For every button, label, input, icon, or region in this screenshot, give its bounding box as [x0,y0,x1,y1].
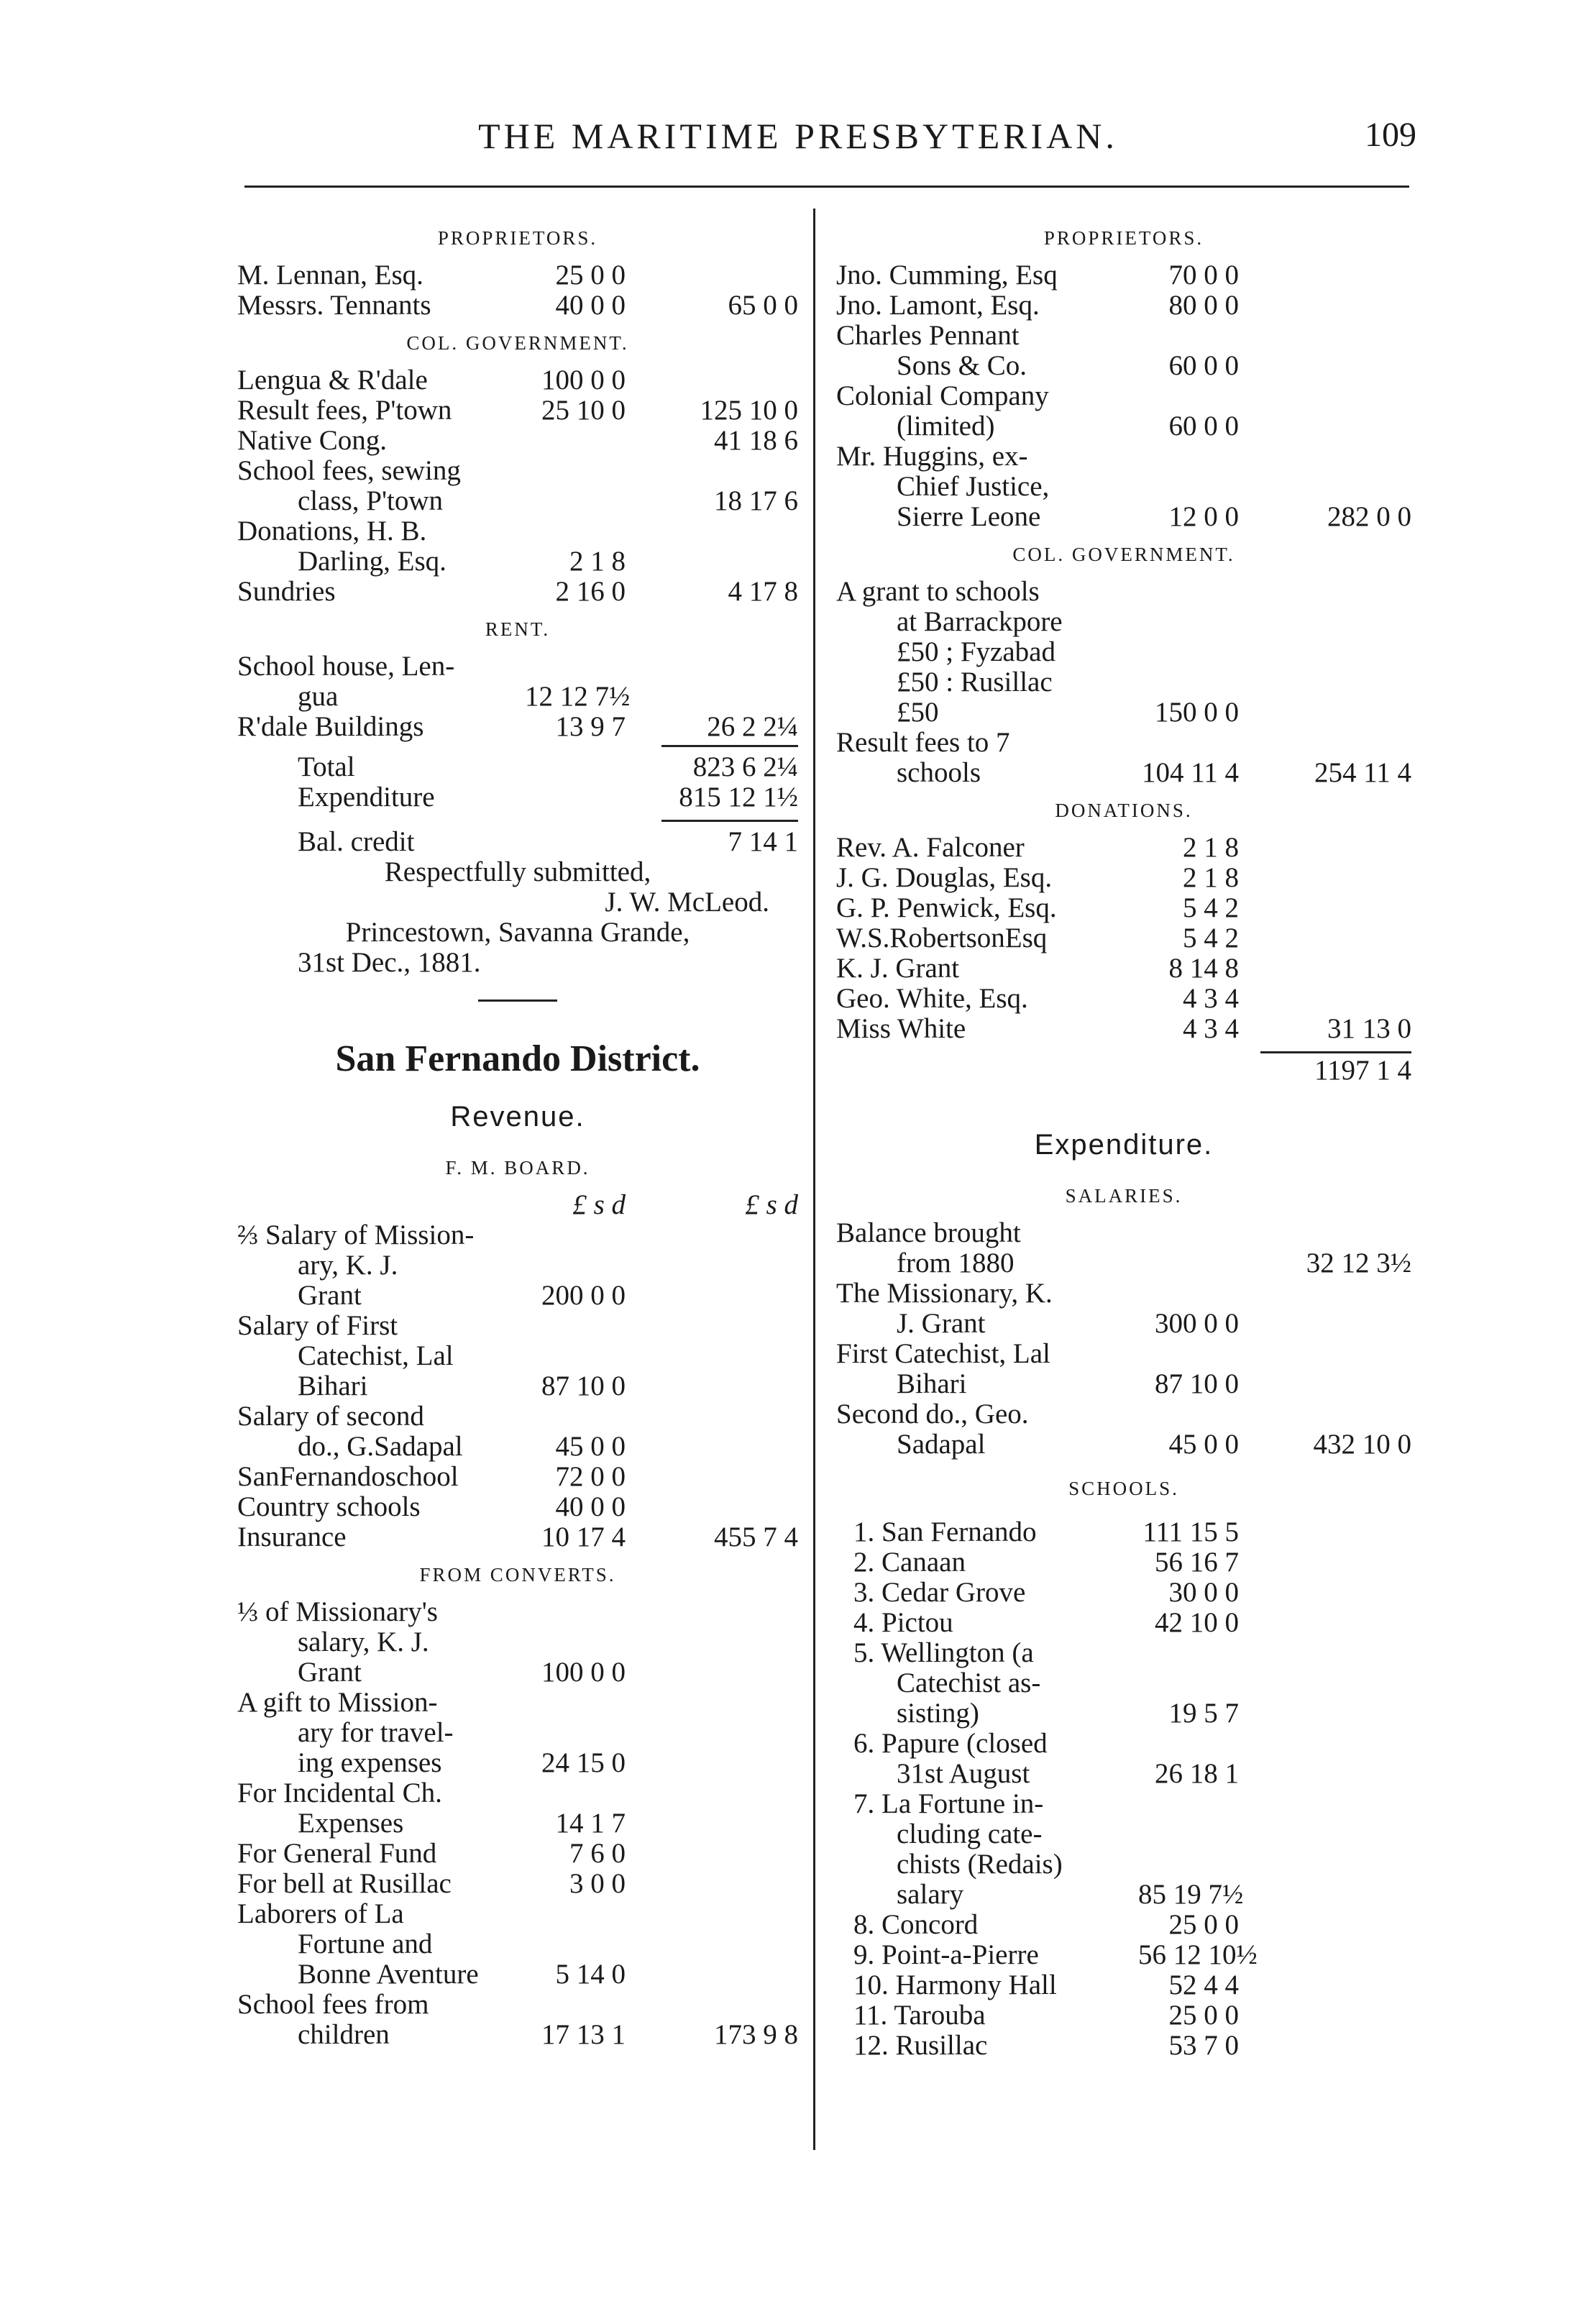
row-label: Charles Pennant [836,320,1020,351]
row-subtotal: 26 2 2¼ [707,711,798,742]
row-amount: 5 4 2 [1183,892,1239,923]
ledger-row [836,923,1411,953]
row-label: salary, K. J. [298,1627,429,1657]
left-rent [237,651,798,742]
section-heading: FROM CONVERTS. [419,1564,616,1586]
row-label: For General Fund [237,1838,437,1869]
row-label: Jno. Cumming, Esq [836,260,1058,290]
row-label: 2. Canaan [853,1547,966,1578]
row-label: salary [897,1879,964,1910]
row-label: A grant to schools [836,576,1040,607]
row-amount: 42 10 0 [1155,1607,1239,1638]
ledger-row [237,782,798,813]
row-label: Messrs. Tennants [237,290,431,321]
row-amount: 300 0 0 [1155,1308,1239,1339]
row-label: Result fees, P'town [237,395,452,426]
row-label: First Catechist, Lal [836,1338,1050,1369]
right-donations [836,833,1411,1044]
row-label: School fees, sewing [237,455,461,486]
row-amount: 56 12 10½ [1138,1939,1258,1970]
row-label: Country schools [237,1491,421,1522]
row-label: Jno. Lamont, Esq. [836,290,1040,321]
row-subtotal: 4 17 8 [728,576,798,607]
row-label: The Missionary, K. [836,1278,1053,1309]
row-label: Insurance [237,1522,347,1552]
row-amount: 87 10 0 [541,1371,626,1401]
row-label: Catechist, Lal [298,1340,454,1371]
grand-total: 1197 1 4 [1314,1055,1411,1086]
ledger-row [836,893,1411,923]
row-label: Sons & Co. [897,350,1027,381]
row-amount: 56 16 7 [1155,1547,1239,1578]
ledger-row [237,365,798,395]
row-label: For Incidental Ch. [237,1778,442,1808]
row-amount: 24 15 0 [541,1747,626,1778]
ledger-row [836,1309,1411,1339]
ledger-row [237,290,798,321]
row-amount: 104 11 4 [1141,757,1239,788]
ledger-row [237,2020,798,2050]
section-heading: DONATIONS. [1055,800,1193,821]
row-label: Catechist as- [897,1667,1041,1698]
row-label: ⅓ of Missionary's [237,1596,438,1627]
row-label: Sadapal [897,1429,986,1460]
row-label: (limited) [897,411,995,442]
row-label: 11. Tarouba [853,2000,986,2031]
row-amount: 5 4 2 [1183,923,1239,953]
row-subtotal: 282 0 0 [1327,501,1411,532]
column-divider [813,209,815,2150]
ledger-row [836,1940,1411,1970]
currency-header [237,1190,798,1220]
ledger-row [836,1399,1411,1429]
balance-label: Bal. credit [298,826,415,857]
row-label: Donations, H. B. [237,516,427,546]
row-label: Balance brought [836,1217,1021,1248]
row-amount: 85 19 7½ [1138,1879,1244,1910]
row-subtotal: 432 10 0 [1313,1429,1411,1460]
ledger-row [836,697,1411,728]
row-label: For bell at Rusillac [237,1868,452,1899]
row-amount: 4 3 4 [1183,983,1239,1014]
ledger-row [237,1341,798,1371]
ledger-row [237,260,798,290]
ledger-row [836,472,1411,502]
ledger-row [237,1401,798,1432]
row-label: R'dale Buildings [237,711,424,742]
row-subtotal: 823 6 2¼ [692,751,798,782]
row-label: Lengua & R'dale [237,365,428,395]
ledger-row [836,953,1411,984]
ledger-row [836,290,1411,321]
ledger-row [237,1492,798,1522]
row-label: Total [298,751,355,782]
row-label: Miss White [836,1013,966,1044]
signature-line: Respectfully submitted, [384,856,651,887]
ledger-row [237,1522,798,1552]
row-amount: 2 1 8 [1183,832,1239,863]
row-amount: 100 0 0 [541,365,626,395]
ledger-row [237,1432,798,1462]
ledger-row [836,1819,1411,1849]
right-column [836,216,1411,2061]
right-proprietors [836,260,1411,532]
section-heading: RENT. [485,618,551,640]
row-amount: 12 12 7½ [525,681,631,712]
row-label: Bihari [897,1368,967,1399]
balance-row [237,827,798,857]
right-schools [836,1517,1411,2061]
row-amount: 60 0 0 [1168,411,1239,442]
row-amount: 8 14 8 [1168,953,1239,984]
row-label: Result fees to 7 [836,727,1010,758]
row-label: 9. Point-a-Pierre [853,1939,1039,1970]
row-amount: 13 9 7 [555,711,626,742]
row-label: do., G.Sadapal [298,1431,463,1462]
section-heading: COL. GOVERNMENT. [1012,544,1235,565]
ledger-row [836,637,1411,667]
row-label: J. Grant [897,1308,986,1339]
row-label: School house, Len- [237,651,455,682]
row-subtotal: 31 13 0 [1327,1013,1411,1044]
ledger-row [237,1688,798,1718]
grand-total-row [836,1044,1411,1086]
row-label: from 1880 [897,1248,1015,1278]
row-amount: 40 0 0 [555,1491,626,1522]
row-label: Native Cong. [237,425,387,456]
row-amount: 45 0 0 [1168,1429,1239,1460]
ledger-row [836,1248,1411,1278]
ledger-row [836,984,1411,1014]
ledger-row [237,651,798,682]
row-amount: 53 7 0 [1168,2030,1239,2061]
ledger-row [237,1311,798,1341]
currency-header-b: £ s d [745,1189,798,1220]
ledger-row [836,728,1411,758]
section-heading: COL. GOVERNMENT. [406,332,629,354]
ledger-row [237,577,798,607]
ledger-row [836,1910,1411,1940]
row-amount: 100 0 0 [541,1657,626,1688]
ledger-row [836,758,1411,788]
row-amount: 2 1 8 [569,546,626,577]
row-subtotal: 18 17 6 [714,485,798,516]
row-amount: 10 17 4 [541,1522,626,1552]
row-amount: 14 1 7 [555,1808,626,1839]
row-subtotal: 41 18 6 [714,425,798,456]
row-amount: 150 0 0 [1155,697,1239,728]
row-label: A gift to Mission- [237,1687,438,1718]
ledger-row [237,1869,798,1899]
row-label: Sierre Leone [897,501,1041,532]
row-label: 1. San Fernando [853,1516,1037,1547]
ledger-row [237,1371,798,1401]
ledger-row [836,351,1411,381]
ledger-row [237,1959,798,1990]
row-label: 31st August [897,1758,1030,1789]
section-heading: PROPRIETORS. [1043,227,1204,249]
row-amount: 5 14 0 [555,1959,626,1990]
row-label: M. Lennan, Esq. [237,260,423,290]
row-amount: 25 0 0 [1168,1909,1239,1940]
row-amount: 2 1 8 [1183,862,1239,893]
ledger-row [836,2031,1411,2061]
row-subtotal: 125 10 0 [700,395,798,426]
currency-header-a: £ s d [572,1189,626,1220]
row-amount: 25 0 0 [1168,2000,1239,2031]
row-amount: 12 0 0 [1168,501,1239,532]
ledger-row [237,1281,798,1311]
ledger-row [836,1517,1411,1547]
row-label: 8. Concord [853,1909,979,1940]
section-heading: PROPRIETORS. [437,227,598,249]
row-label: cluding cate- [897,1819,1043,1849]
row-label: ary, K. J. [298,1250,398,1281]
ledger-row [836,833,1411,863]
ledger-row [237,1250,798,1281]
ledger-row [836,1729,1411,1759]
ledger-row [836,2000,1411,2031]
ledger-row [836,1880,1411,1910]
ledger-row [836,1014,1411,1044]
ledger-row [237,1462,798,1492]
row-label: ⅔ Salary of Mission- [237,1220,475,1250]
left-fm-board [237,1220,798,1552]
row-amount: 45 0 0 [555,1431,626,1462]
ledger-row [836,381,1411,411]
right-salaries [836,1218,1411,1460]
row-label: 7. La Fortune in- [853,1788,1044,1819]
row-amount: 26 18 1 [1155,1758,1239,1789]
row-amount: 52 4 4 [1168,1970,1239,2000]
header-rule [244,186,1409,188]
ledger-row [237,1808,798,1839]
row-label: children [298,2019,390,2050]
row-amount: 200 0 0 [541,1280,626,1311]
section-heading: SCHOOLS. [1068,1478,1179,1499]
ledger-row [237,1718,798,1748]
ledger-row [237,1778,798,1808]
page-header [237,115,1416,173]
ledger-row [836,1638,1411,1668]
row-label: gua [298,681,339,712]
left-col-gov [237,365,798,607]
row-amount: 60 0 0 [1168,350,1239,381]
row-subtotal: 815 12 1½ [679,782,798,813]
row-label: Laborers of La [237,1898,404,1929]
row-label: 5. Wellington (a [853,1637,1034,1668]
ledger-row [836,1429,1411,1460]
row-label: chists (Redais) [897,1849,1063,1880]
revenue-title: Revenue. [450,1101,585,1133]
row-amount: 7 6 0 [569,1838,626,1869]
row-label: 12. Rusillac [853,2030,988,2061]
ledger-row [836,1970,1411,2000]
row-label: 10. Harmony Hall [853,1970,1057,2000]
left-proprietors [237,260,798,321]
row-amount: 87 10 0 [1155,1368,1239,1399]
row-label: 4. Pictou [853,1607,953,1638]
ledger-row [237,712,798,742]
row-amount: 80 0 0 [1168,290,1239,321]
row-label: Geo. White, Esq. [836,983,1028,1014]
row-label: schools [897,757,981,788]
row-label: Rev. A. Falconer [836,832,1025,863]
ledger-row [836,321,1411,351]
row-label: £50 : Rusillac [897,667,1053,697]
ledger-row [836,1278,1411,1309]
ledger-row [836,502,1411,532]
ledger-row [237,486,798,516]
ledger-row [237,1627,798,1657]
ledger-row [836,1578,1411,1608]
ledger-row [836,607,1411,637]
row-label: Second do., Geo. [836,1399,1029,1429]
row-amount: 72 0 0 [555,1461,626,1492]
row-label: Salary of First [237,1310,398,1341]
ledger-row [237,752,798,782]
row-amount: 25 0 0 [555,260,626,290]
row-label: Sundries [237,576,336,607]
ledger-row [836,1608,1411,1638]
ledger-row [237,1220,798,1250]
ledger-row [237,1990,798,2020]
row-label: ing expenses [298,1747,442,1778]
row-subtotal: 65 0 0 [728,290,798,321]
ledger-row [836,863,1411,893]
row-amount: 111 15 5 [1142,1516,1239,1547]
expenditure-title: Expenditure. [1034,1129,1214,1161]
row-label: at Barrackpore [897,606,1063,637]
right-col-gov [836,577,1411,788]
section-heading: SALARIES. [1065,1185,1183,1207]
balance-value: 7 14 1 [728,826,798,857]
ledger-row [237,1929,798,1959]
row-label: 6. Papure (closed [853,1728,1048,1759]
ledger-row [836,1218,1411,1248]
ledger-row [836,577,1411,607]
row-amount: 3 0 0 [569,1868,626,1899]
row-label: Bihari [298,1371,368,1401]
row-label: class, P'town [298,485,444,516]
ledger-row [237,1748,798,1778]
row-label: Salary of second [237,1401,424,1432]
ledger-row [237,395,798,426]
ledger-row [836,1668,1411,1698]
row-label: £50 [897,697,939,728]
ledger-row [237,426,798,456]
row-label: Grant [298,1280,362,1311]
section-heading: F. M. BOARD. [445,1157,590,1179]
row-subtotal: 455 7 4 [714,1522,798,1552]
ledger-row [836,667,1411,697]
row-label: Fortune and [298,1929,433,1959]
row-amount: 70 0 0 [1168,260,1239,290]
ledger-row [237,1899,798,1929]
row-label: Grant [298,1657,362,1688]
ledger-row [836,1547,1411,1578]
ledger-row [836,1369,1411,1399]
ledger-row [237,1657,798,1688]
row-label: sisting) [897,1698,979,1729]
row-label: Bonne Aventure [298,1959,479,1990]
section-divider [478,999,557,1002]
row-label: Mr. Huggins, ex- [836,441,1028,472]
ledger-row [237,546,798,577]
left-totals [237,752,798,813]
signature-name: J. W. McLeod. [605,887,769,918]
row-label: G. P. Penwick, Esq. [836,892,1057,923]
district-title: San Fernando District. [335,1038,700,1079]
row-label: Expenses [298,1808,404,1839]
ledger-row [836,1849,1411,1880]
row-subtotal: 173 9 8 [714,2019,798,2050]
ledger-row [237,1597,798,1627]
row-amount: 25 10 0 [541,395,626,426]
row-label: Chief Justice, [897,471,1050,502]
row-subtotal: 254 11 4 [1314,757,1411,788]
row-label: ary for travel- [298,1717,454,1748]
row-label: SanFernandoschool [237,1461,459,1492]
row-label: Darling, Esq. [298,546,447,577]
ledger-row [836,260,1411,290]
row-amount: 19 5 7 [1168,1698,1239,1729]
row-label: J. G. Douglas, Esq. [836,862,1053,893]
row-label: School fees from [237,1989,429,2020]
row-amount: 2 16 0 [555,576,626,607]
journal-title: THE MARITIME PRESBYTERIAN. [478,116,1118,156]
row-amount: 30 0 0 [1168,1577,1239,1608]
ledger-row [237,1839,798,1869]
ledger-row [836,1759,1411,1789]
ledger-row [836,442,1411,472]
row-label: W.S.RobertsonEsq [836,923,1048,953]
left-converts [237,1597,798,2050]
ledger-row [836,1339,1411,1369]
left-column [237,216,798,2050]
ledger-row [836,1789,1411,1819]
row-label: £50 ; Fyzabad [897,636,1055,667]
row-amount: 17 13 1 [541,2019,626,2050]
row-amount: 4 3 4 [1183,1013,1239,1044]
signature-place: Princestown, Savanna Grande, [345,917,690,948]
ledger-row [237,516,798,546]
row-amount: 40 0 0 [555,290,626,321]
ledger-row [836,411,1411,442]
row-label: 3. Cedar Grove [853,1577,1026,1608]
ledger-row [237,682,798,712]
signature-date: 31st Dec., 1881. [298,947,481,978]
page-number: 109 [1365,116,1416,154]
row-label: K. J. Grant [836,953,960,984]
ledger-row [237,456,798,486]
row-subtotal: 32 12 3½ [1306,1248,1411,1278]
ledger-row [836,1698,1411,1729]
row-label: Expenditure [298,782,435,813]
row-label: Colonial Company [836,380,1049,411]
